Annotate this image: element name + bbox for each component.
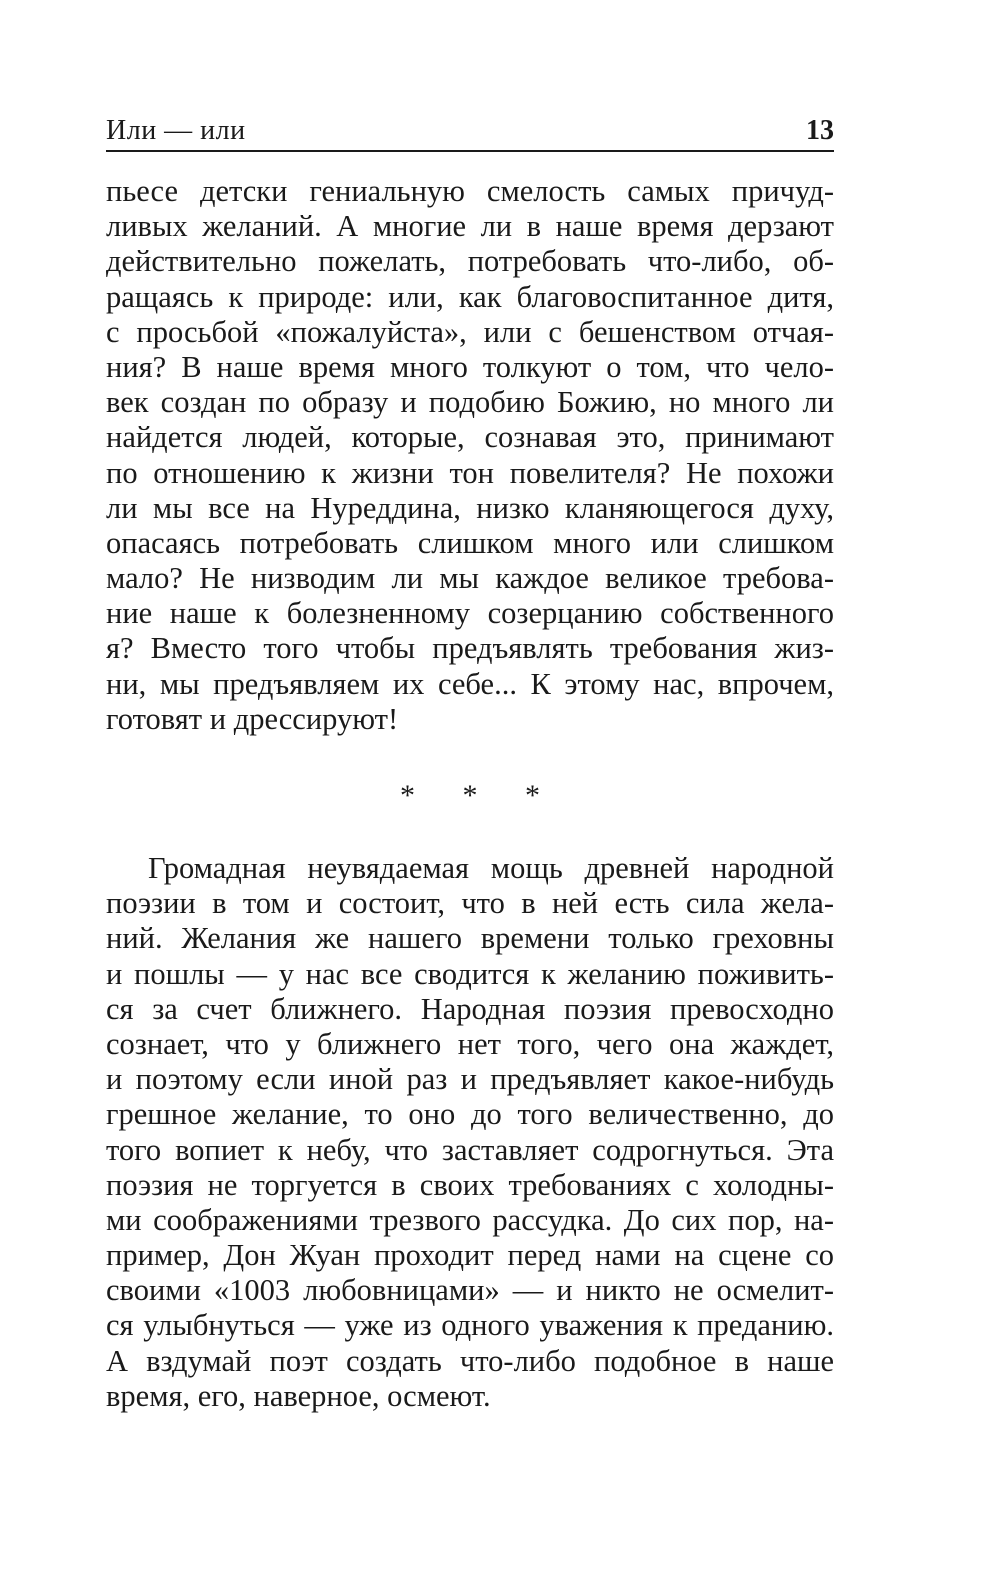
running-title: Или — или [106,115,246,146]
text-line: готовят и дрессируют! [106,701,399,736]
text-line: ние наше к болезненному созерцанию собственного [106,596,834,631]
text-line: ни, мы предъявляем их себе... К этому нас, впрочем, [106,666,834,701]
text-line: поэзии в том и состоит, что в ней есть сила жела- [106,886,834,921]
text-line: ли мы все на Нуреддина, низко кланяющегося духу, [106,490,834,525]
text-line: ний. Желания же нашего времени только греховны [106,921,834,956]
text-line: того вопиет к небу, что заставляет содрогнуться. Эта [106,1132,834,1167]
text-line: с просьбой «пожалуйста», или с бешенством отчая- [106,314,834,349]
text-line: ся улыбнуться — уже из одного уважения к преданию. [106,1308,834,1343]
text-line: мало? Не низводим ли мы каждое великое требова- [106,561,834,596]
text-line: Громадная неувядаемая мощь древней народной [148,851,834,885]
text-line: век создан по образу и подобию Божию, но много ли [106,385,834,420]
text-line: пьесе детски гениальную смелость самых причуд- [106,174,834,208]
text-line: и поэтому если иной раз и предъявляет какое-нибудь [106,1062,834,1097]
text-line: и пошлы — у нас все сводится к желанию поживить- [106,956,834,991]
running-head [106,112,834,152]
text-line: найдется людей, которые, сознавая это, принимают [106,420,834,455]
text-line: действительно пожелать, потребовать что-либо, об- [106,244,834,279]
text-line: опасаясь потребовать слишком много или слишком [106,525,834,560]
text-line: поэзия не торгуется в своих требованиях с холодны- [106,1167,834,1202]
section-separator: * * * [400,779,560,812]
paragraph-1 [106,174,834,737]
text-line: сознает, что у ближнего нет того, чего она жаждет, [106,1026,834,1061]
page-number: 13 [806,115,834,146]
text-line: время, его, наверное, осмеют. [106,1378,491,1413]
text-line: ся за счет ближнего. Народная поэзия превосходно [106,991,834,1026]
text-line: А вздумай поэт создать что-либо подобное в наше [106,1343,834,1378]
text-line: своими «1003 любовницами» — и никто не осмелит- [106,1273,834,1308]
paragraph-2 [106,851,834,1414]
text-line: ращаясь к природе: или, как благовоспитанное дитя, [106,279,834,314]
text-line: ми соображениями трезвого рассудка. До сих пор, на- [106,1202,834,1237]
text-line: ния? В наше время много толкуют о том, что чело- [106,349,834,384]
text-line: я? Вместо того чтобы предъявлять требования жиз- [106,631,834,666]
text-line: грешное желание, то оно до того величественно, до [106,1097,834,1132]
text-line: пример, Дон Жуан проходит перед нами на сцене со [106,1238,834,1273]
book-page [106,112,834,1414]
text-line: ливых желаний. А многие ли в наше время дерзают [106,209,834,244]
text-line: по отношению к жизни тон повелителя? Не похожи [106,455,834,490]
